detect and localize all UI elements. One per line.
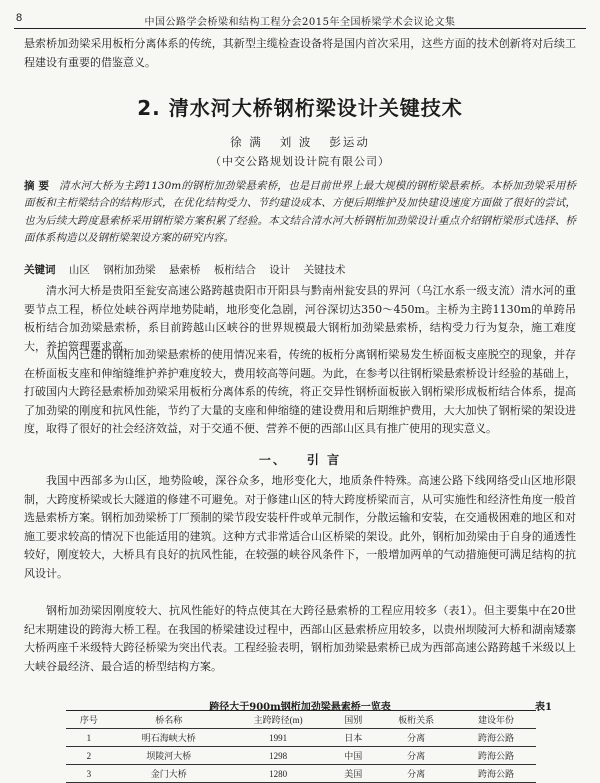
- running-header: [14, 12, 586, 29]
- keyword: 设计: [269, 264, 291, 276]
- table-number: 表1: [535, 702, 552, 713]
- section-paragraph: 钢桁加劲梁因刚度较大、抗风性能好的特点使其在大跨径悬索桥的工程应用较多（表1）。但主要集中在20世纪末期建设的跨海大桥工程。在我国的桥梁建设过程中，西部山区悬索桥应用较多，以贵州坝陵河大桥和湖南矮寨大桥两座千米级特大跨径桥梁为突出代表。工程经验表明，钢桁加劲梁悬索桥已成为西部高速公路跨越千米级以上大峡谷最经济、最合适的桥型结构方案。: [24, 604, 576, 673]
- paper-title: [0, 92, 600, 121]
- keyword: 关键技术: [303, 264, 346, 276]
- table-cell: 跨海公路: [456, 765, 536, 783]
- author: 徐 满: [230, 135, 263, 149]
- table-header-cell: 桥名称: [112, 711, 226, 729]
- table-cell: 1: [66, 729, 112, 747]
- section-heading: [0, 451, 600, 468]
- table-cell: 明石海峡大桥: [112, 729, 226, 747]
- page-number: 8: [16, 12, 23, 24]
- affiliation: （中交公路规划设计院有限公司）: [210, 155, 390, 168]
- table-row: [66, 747, 536, 765]
- table-cell: 1280: [226, 765, 331, 783]
- abstract-text: 清水河大桥为主跨1130m的钢桁加劲梁悬索桥，也是目前世界上最大规模的钢桁梁悬索桥。本桥加劲梁采用桥面板和主桁梁结合的结构形式，在优化结构受力、节约建设成本、方便后期维护及加快建设速度方面做了很好的尝试，也为后续大跨度悬索桥采用钢桁梁方案积累了经验。本文结合清水河大桥钢桁加劲梁设计重点介绍钢桁梁形式选择、桥面体系构造以及钢桁梁架设方案的研究内容。: [24, 180, 576, 245]
- table-cell: 中国: [330, 747, 376, 765]
- section-heading-number: 一、: [258, 453, 287, 467]
- body-paragraph: 从国内已建的钢桁加劲梁悬索桥的使用情况来看，传统的板桁分离钢桁梁易发生桥面板支座脱空的现象，并存在桥面板支座和伸缩缝维护养护难度较大，费用较高等问题。为此，在参考以往钢桁梁悬索桥设计经验的基础上，打破国内大跨径悬索桥加劲梁采用板桁分离体系的传统，将正交异性钢桥面板嵌入钢桁梁形成板桁结合体系，提高了加劲梁的刚度和抗风性能，节约了大量的支座和伸缩缝的建设费用和后期维护费用，大大加快了钢桁梁的架设进度，取得了很好的社会经济效益，对于交通不便、营养不便的西部山区具有推广使用的现实意义。: [24, 348, 576, 436]
- keyword: 悬索桥: [169, 264, 201, 276]
- keywords: [24, 262, 576, 277]
- abstract: [24, 178, 576, 248]
- table-row: [66, 729, 536, 747]
- keyword: 山区: [68, 264, 90, 276]
- table-cell: 跨海公路: [456, 747, 536, 765]
- table-header-cell: 板桁关系: [376, 711, 456, 729]
- section-heading-title: 引 言: [306, 453, 342, 467]
- table-cell: 3: [66, 765, 112, 783]
- title-text: 清水河大桥钢桁梁设计关键技术: [168, 96, 463, 120]
- table-cell: 1991: [226, 729, 331, 747]
- table-cell: 1298: [226, 747, 331, 765]
- table-cell: 坝陵河大桥: [112, 747, 226, 765]
- journal-title: 中国公路学会桥梁和结构工程分会2015年全国桥梁学术会议论文集: [144, 17, 456, 28]
- author: 彭运动: [329, 135, 370, 149]
- table-cell: 2: [66, 747, 112, 765]
- table-header-cell: 国别: [330, 711, 376, 729]
- section-number: 2.: [137, 96, 161, 120]
- table-caption: 跨径大于900m钢桁加劲梁悬索桥一览表: [209, 702, 391, 713]
- abstract-label: 摘 要: [24, 180, 50, 192]
- table-header-cell: 建设年份: [456, 711, 536, 729]
- intro-paragraph: 悬索桥加劲梁采用板桁分离体系的传统，其新型主缆检查设备将是国内首次采用，这些方面的技术创新将对后续工程建设有重要的借鉴意义。: [24, 37, 576, 69]
- table-header-cell: 主跨跨径(m): [226, 711, 331, 729]
- table-cell: 分离: [376, 729, 456, 747]
- table-cell: 日本: [330, 729, 376, 747]
- table-cell: 金门大桥: [112, 765, 226, 783]
- keywords-label: 关键词: [24, 264, 56, 276]
- author: 刘 波: [279, 135, 313, 149]
- section-paragraph: 我国中西部多为山区，地势险峻，深谷众多，地形变化大，地质条件特殊。高速公路下线网络受山区地形限制，大跨度桥梁或长大隧道的修建不可避免。对于修建山区的特大跨度桥梁而言，从可实施性和经济性角度一般首选悬索桥方案。钢桁加劲梁桥丁厂预制的梁节段安装杆件或单元制作，分散运输和安装，在交通极困难的地区和对施工要求较高的情况下也能适用的建筑。这种方式非常适合山区桥梁的架设。此外，钢桁加劲梁由于自身的通透性较好，刚度较大，大桥具有良好的抗风性能，在较强的峡谷风条件下，一般增加两单的气动措施便可满足结构的抗风设计。: [24, 474, 576, 580]
- table-header-cell: 序号: [66, 711, 112, 729]
- author-list: [0, 134, 600, 150]
- table-header-row: [66, 711, 536, 729]
- table-cell: 分离: [376, 765, 456, 783]
- table-cell: 跨海公路: [456, 729, 536, 747]
- table-cell: 美国: [330, 765, 376, 783]
- keyword: 钢桁加劲梁: [103, 264, 156, 276]
- span-table: [66, 710, 536, 783]
- table-row: [66, 765, 536, 783]
- table-cell: 分离: [376, 747, 456, 765]
- keyword: 板桁结合: [213, 264, 256, 276]
- body-paragraph: 清水河大桥是贵阳至瓮安高速公路跨越贵阳市开阳县与黔南州瓮安县的界河（乌江水系一级支流）清水河的重要节点工程，桥位处峡谷两岸地势陡峭，地形变化急剧，河谷深切达350～450m。主桥为主跨1130m的单跨吊板桁结合加劲梁悬索桥，系目前跨越山区峡谷的世界规模最大钢桁加劲梁悬索桥，结构受力行为复杂，施工难度大，养护管理要求高。: [24, 284, 576, 353]
